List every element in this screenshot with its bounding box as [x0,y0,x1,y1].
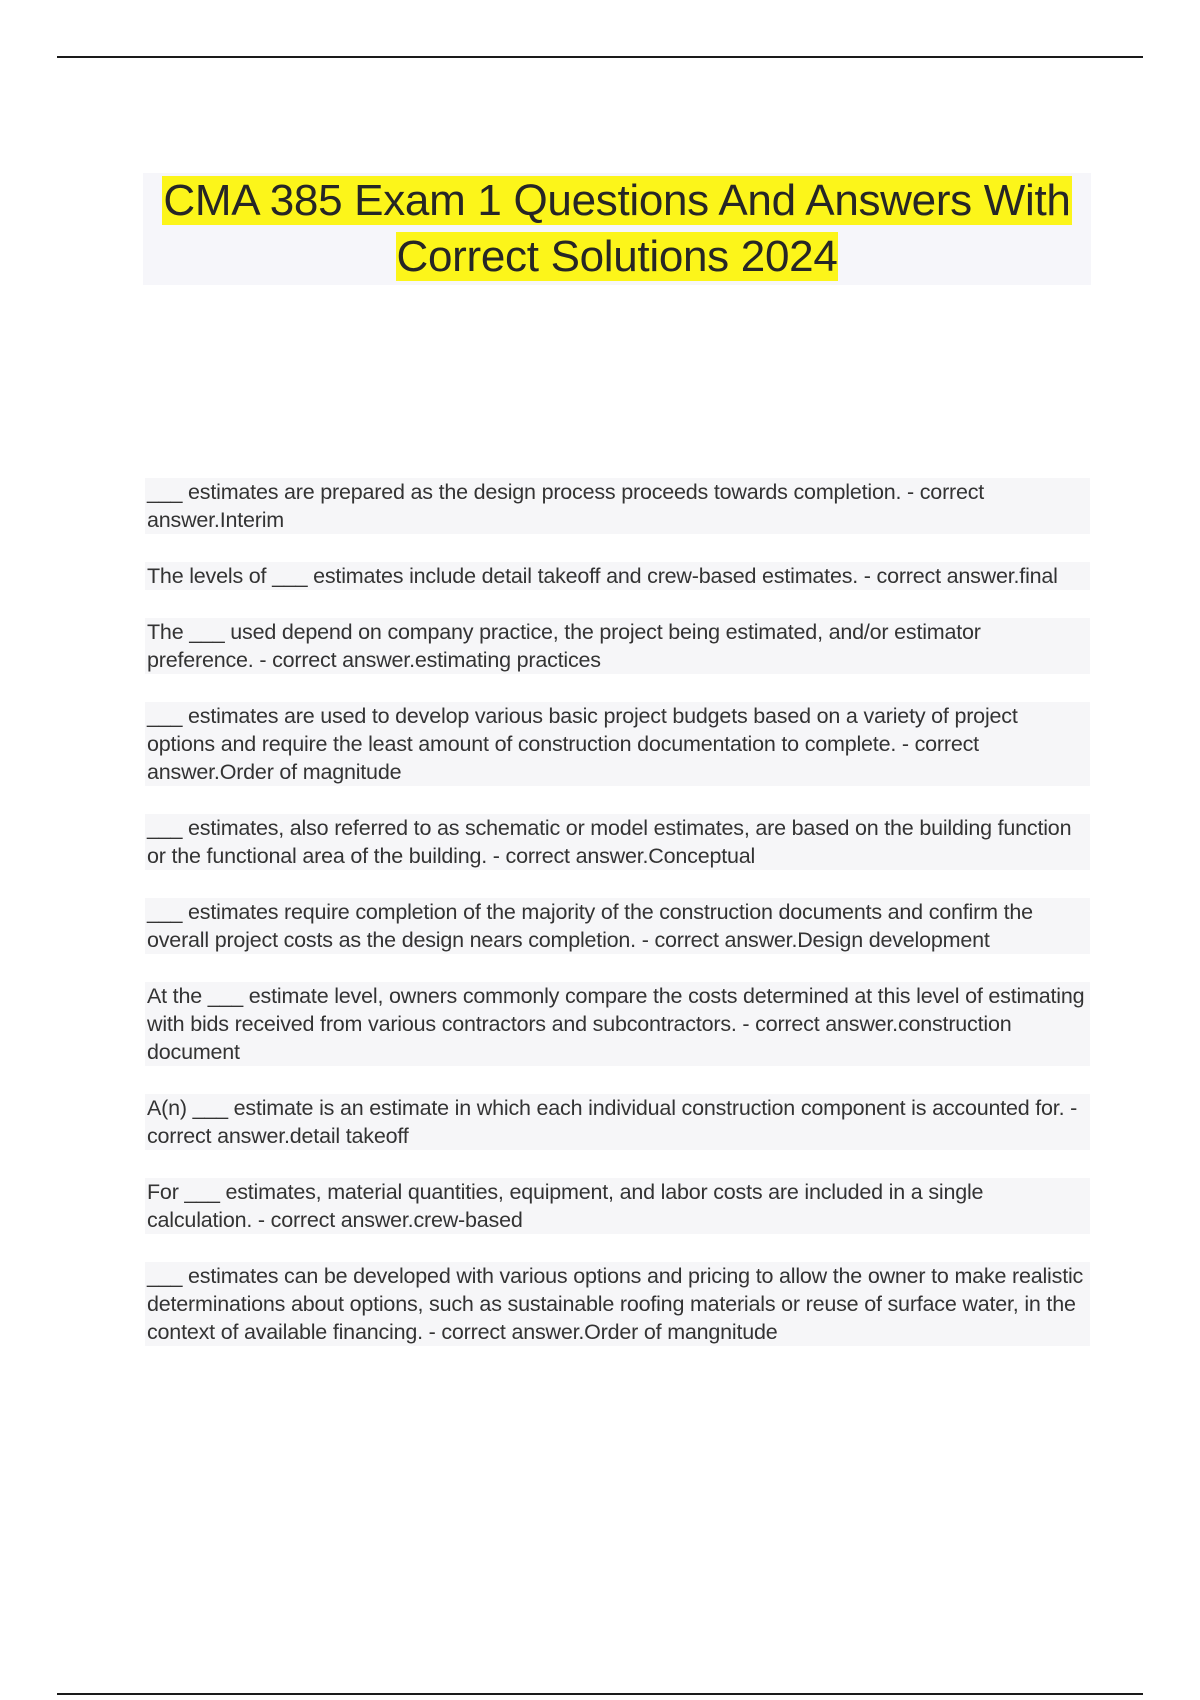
question-item: At the ___ estimate level, owners commonly compare the costs determined at this level of estimating with bids received from various contractors and subcontractors. - correct answer.construction document [145,982,1090,1066]
question-item: ___ estimates can be developed with various options and pricing to allow the owner to make realistic determinations about options, such as sustainable roofing materials or reuse of surface water, in the context of available financing. - correct answer.Order of mangnitude [145,1262,1090,1346]
question-item: The ___ used depend on company practice, the project being estimated, and/or estimator preference. - correct answer.estimating practices [145,618,1090,674]
question-item: A(n) ___ estimate is an estimate in which each individual construction component is accounted for. - correct answer.detail takeoff [145,1094,1090,1150]
top-rule [57,56,1143,58]
question-item: ___ estimates require completion of the majority of the construction documents and confirm the overall project costs as the design nears completion. - correct answer.Design development [145,898,1090,954]
question-item: The levels of ___ estimates include detail takeoff and crew-based estimates. - correct answer.final [145,562,1090,590]
question-list [145,478,1090,1374]
question-item: ___ estimates are prepared as the design process proceeds towards completion. - correct answer.Interim [145,478,1090,534]
question-item: ___ estimates, also referred to as schematic or model estimates, are based on the building function or the functional area of the building. - correct answer.Conceptual [145,814,1090,870]
question-item: For ___ estimates, material quantities, equipment, and labor costs are included in a single calculation. - correct answer.crew-based [145,1178,1090,1234]
question-item: ___ estimates are used to develop various basic project budgets based on a variety of project options and require the least amount of construction documentation to complete. - correct answer.Order of magnitude [145,702,1090,786]
title-box [143,173,1091,285]
page-title: CMA 385 Exam 1 Questions And Answers With Correct Solutions 2024 [163,176,1071,281]
bottom-rule [57,1693,1143,1695]
